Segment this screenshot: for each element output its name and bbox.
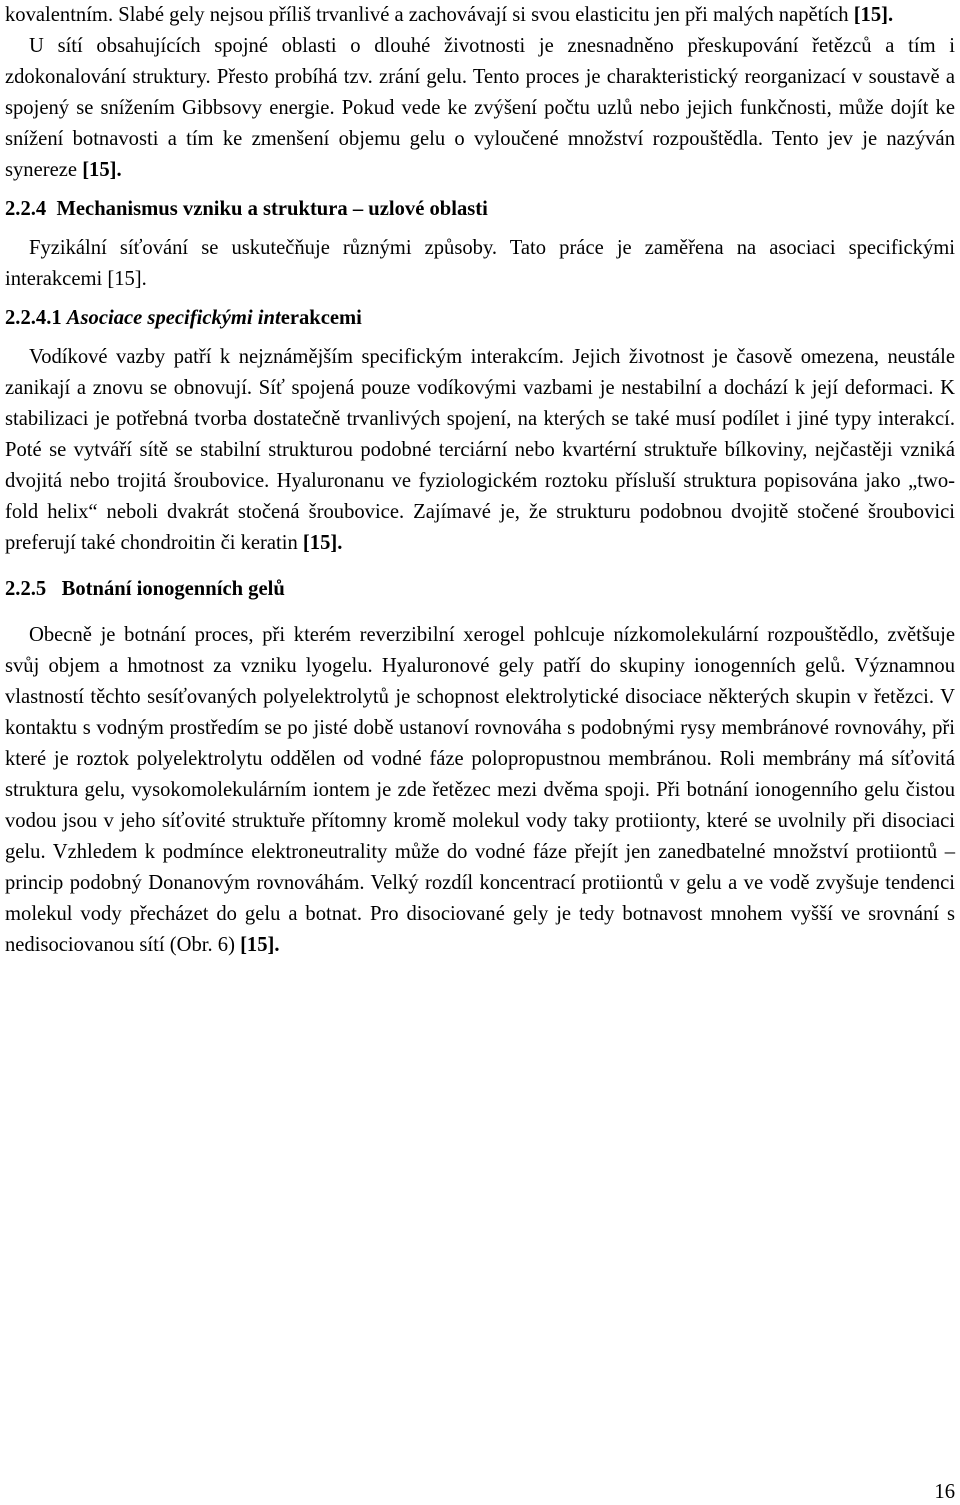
section-title-italic: Asociace specifickými int [66,307,281,329]
paragraph-text: kovalentním. Slabé gely nejsou příliš trvanlivé a zachovávají si svou elasticitu jen při malých napětích [5,4,854,26]
section-heading-2-2-4-1 [5,303,955,334]
citation: [15]. [240,934,280,956]
paragraph-text: Vodíkové vazby patří k nejznámějším specifickým interakcím. Jejich životnost je časově omezena, neustále zanikají a znovu se obnovují. Síť spojená pouze vodíkovými vazbami je nestabilní a dochází k její deformaci. K stabilizaci je potřebná tvorba dostatečně trvanlivých spojení, na kterých se také musí podílet i jiné typy interakcí. Poté se vytváří sítě se stabilní strukturou podobné terciární nebo kvartérní struktuře bílkoviny, nejčastěji vzniká dvojitá nebo trojitá šroubovice. Hyaluronanu ve fyziologickém roztoku přísluší struktura popisována jako „two-fold helix“ neboli dvakrát stočená šroubovice. Zajímavé je, že strukturu podobnou dvojitě stočené šroubovici preferují také chondroitin či keratin [5,346,955,554]
section-heading-2-2-4 [5,194,955,225]
page-number: 16 [934,1481,955,1503]
citation: [15]. [302,532,343,554]
paragraph-intro-1 [5,0,955,31]
citation: [15]. [853,4,894,26]
citation: [15]. [107,268,147,290]
paragraph-text: Obecně je botnání proces, při kterém reverzibilní xerogel pohlcuje nízkomolekulární rozpouštědlo, zvětšuje svůj objem a hmotnost za vzniku lyogelu. Hyaluronové gely patří do skupiny ionogenních gelů. Významnou vlastností těchto sesíťovaných polyelektrolytů je schopnost elektrolytické disociace některých skupin v řetězci. V kontaktu s vodným prostředím se po jisté době ustanoví rovnováha s podobnými rysy membránové rovnováhy, při které je roztok polyelektrolytu oddělen od vodné fáze polopropustnou membránou. Roli membrány má síťovitá struktura gelu, vysokomolekulárním iontem je zde řetězec mezi dvěma spoji. Při botnání ionogenního gelu čistou vodou jsou v jeho síťovité struktuře přítomny kromě molekul vody taky protiionty, které se uvolnily při disociaci gelu. Vzhledem k podmínce elektroneutrality může do vodné fáze přejít jen zanedbatelné množství protiiontů – princip podobný Donanovým rovnováhám. Velký rozdíl koncentrací protiiontů v gelu a ve vodě zvyšuje tendenci molekul vody přecházet do gelu a botnat. Pro disociované gely je tedy botnavost mnohem vyšší ve srovnání s nedisociovanou sítí (Obr. 6) [5,624,955,956]
section-title: Botnání ionogenních gelů [61,578,285,600]
paragraph-2-2-5 [5,620,955,961]
citation: [15]. [82,159,122,181]
section-number: 2.2.4.1 [5,307,62,329]
paragraph-2-2-4 [5,233,955,295]
section-number: 2.2.5 [5,578,47,600]
paragraph-intro-2 [5,31,955,186]
section-heading-2-2-5 [5,574,955,605]
section-number: 2.2.4 [5,198,47,220]
paragraph-text: Fyzikální síťování se uskutečňuje různými způsoby. Tato práce je zaměřena na asociaci specifickými interakcemi [5,237,955,290]
paragraph-2-2-4-1 [5,342,955,559]
paragraph-text: U sítí obsahujících spojné oblasti o dlouhé životnosti je znesnadněno přeskupování řetězců a tím i zdokonalování struktury. Přesto probíhá tzv. zrání gelu. Tento proces je charakteristický reorganizací v soustavě a spojený se snížením Gibbsovy energie. Pokud vede ke zvýšení počtu uzlů nebo jejich funkčnosti, může dojít ke snížení botnavosti a tím ke zmenšení objemu gelu o vyloučené množství rozpouštědla. Tento jev je nazýván synereze [5,35,955,181]
section-title: Mechanismus vzniku a struktura – uzlové oblasti [56,198,488,220]
section-title-rest: erakcemi [280,307,362,329]
document-page [5,0,955,961]
